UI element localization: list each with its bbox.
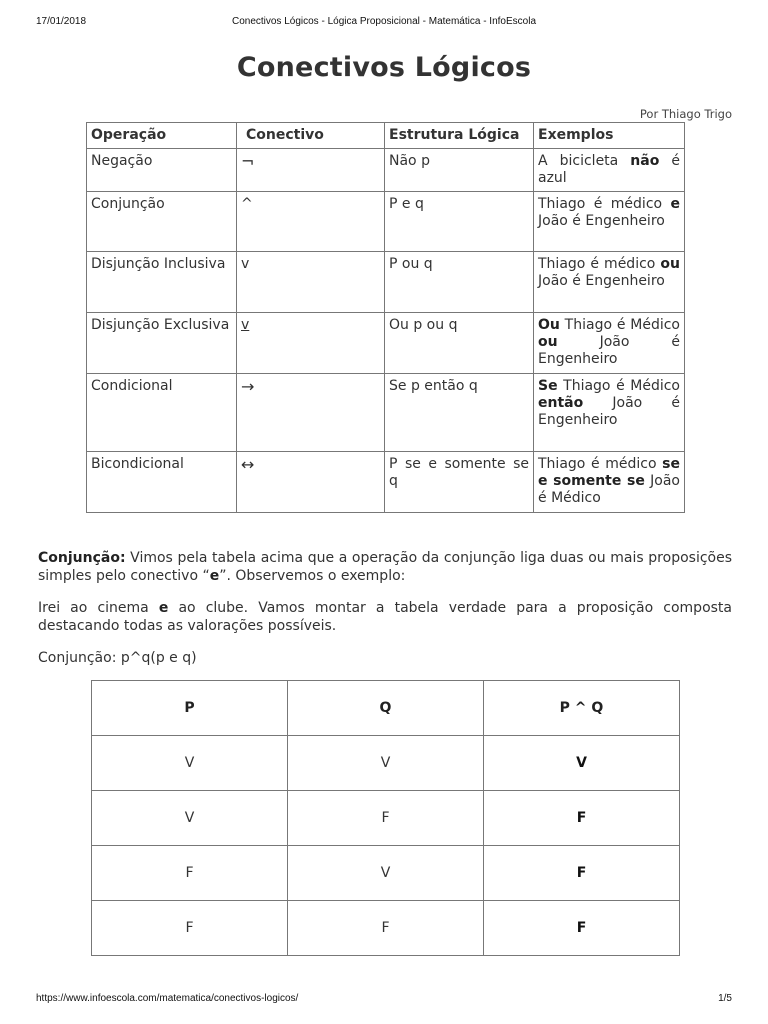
example-text: Thiago é médico <box>538 196 671 212</box>
author-line: Por Thiago Trigo <box>639 107 732 121</box>
structure-cell: P e q <box>385 192 534 252</box>
connective-cell <box>237 313 385 374</box>
example-text: João é Engenheiro <box>538 334 680 367</box>
print-header <box>36 16 732 30</box>
truth-cell-p: V <box>92 791 288 846</box>
example-cell <box>534 374 685 452</box>
example-keyword: ou <box>538 334 558 350</box>
double-arrow-icon: ↔ <box>241 455 255 474</box>
example-text-end: ao clube. Vamos montar a tabela verdade para a proposição composta destacando todas as valorações possíveis. <box>38 600 732 634</box>
example-text: Irei ao cinema <box>38 600 159 616</box>
operation-cell: Negação <box>87 149 237 192</box>
example-keyword: ou <box>660 256 680 272</box>
example-keyword: não <box>630 153 660 169</box>
truth-cell-result: V <box>484 736 680 791</box>
example-keyword: Ou <box>538 317 560 333</box>
example-cell <box>534 192 685 252</box>
truth-cell-result: F <box>484 791 680 846</box>
structure-cell: Se p então q <box>385 374 534 452</box>
example-keyword: se e somente se <box>538 456 680 489</box>
print-date: 17/01/2018 <box>36 16 87 27</box>
truth-cell-p: F <box>92 846 288 901</box>
table-row <box>87 192 685 252</box>
page-title: Conectivos Lógicos <box>236 52 532 83</box>
intro-text-end: ”. Observemos o exemplo: <box>219 568 406 584</box>
operation-cell: Disjunção Exclusiva <box>87 313 237 374</box>
truth-header-row <box>92 681 680 736</box>
conjunction-label: Conjunção: <box>38 550 126 566</box>
connective-e: e <box>209 568 220 584</box>
inclusive-or-symbol: v <box>241 256 250 272</box>
example-cell <box>534 149 685 192</box>
example-text: Thiago é médico <box>538 456 663 472</box>
example-cell <box>534 313 685 374</box>
conjunction-intro-paragraph <box>38 549 732 585</box>
truth-cell-q: V <box>288 736 484 791</box>
example-text: A bicicleta <box>538 153 631 169</box>
operation-cell: Conjunção <box>87 192 237 252</box>
connective-cell <box>237 374 385 452</box>
table-header-row <box>87 123 685 149</box>
connectives-table <box>86 122 685 513</box>
table-row <box>87 452 685 513</box>
col-header-examples: Exemplos <box>534 123 685 149</box>
example-text: Thiago é Médico <box>557 378 680 394</box>
example-cell <box>534 252 685 313</box>
truth-header-p: P <box>92 681 288 736</box>
conjunction-symbol: ^ <box>241 196 253 212</box>
truth-row <box>92 846 680 901</box>
table-row <box>87 374 685 452</box>
col-header-operation: Operação <box>87 123 237 149</box>
truth-cell-q: F <box>288 901 484 956</box>
table-row <box>87 149 685 192</box>
truth-cell-q: V <box>288 846 484 901</box>
table-row <box>87 252 685 313</box>
exclusive-or-symbol: v <box>241 317 250 333</box>
col-header-structure: Estrutura Lógica <box>385 123 534 149</box>
example-text: Thiago é Médico <box>559 317 680 333</box>
negation-symbol: ¬ <box>241 152 255 171</box>
intro-text: Vimos pela tabela acima que a operação da conjunção liga duas ou mais proposições simples pelo conectivo “ <box>38 550 732 584</box>
print-footer <box>36 993 732 1007</box>
truth-cell-result: F <box>484 846 680 901</box>
example-text: João é Engenheiro <box>538 213 665 229</box>
example-text: é azul <box>538 153 680 186</box>
example-text: Thiago é médico <box>538 256 661 272</box>
col-header-connective: Conectivo <box>237 123 385 149</box>
example-cell <box>534 452 685 513</box>
connective-cell <box>237 149 385 192</box>
truth-cell-p: V <box>92 736 288 791</box>
connective-cell <box>237 452 385 513</box>
operation-cell: Condicional <box>87 374 237 452</box>
truth-header-result: P ^ Q <box>484 681 680 736</box>
example-paragraph <box>38 599 732 635</box>
truth-row <box>92 791 680 846</box>
structure-cell: Ou p ou q <box>385 313 534 374</box>
truth-row <box>92 901 680 956</box>
page-number: 1/5 <box>718 993 732 1004</box>
arrow-right-icon: → <box>241 377 255 396</box>
print-doc-title: Conectivos Lógicos - Lógica Proposicional - Matemática - InfoEscola <box>231 16 537 27</box>
truth-cell-q: F <box>288 791 484 846</box>
structure-cell: P ou q <box>385 252 534 313</box>
connective-cell <box>237 192 385 252</box>
operation-cell: Disjunção Inclusiva <box>87 252 237 313</box>
example-text: João é Engenheiro <box>538 273 665 289</box>
structure-cell: P se e somente se q <box>385 452 534 513</box>
connective-cell <box>237 252 385 313</box>
example-text: João é Engenheiro <box>538 395 680 428</box>
truth-table <box>91 680 680 956</box>
truth-cell-result: F <box>484 901 680 956</box>
formula-line: Conjunção: p^q(p e q) <box>38 650 197 666</box>
truth-cell-p: F <box>92 901 288 956</box>
table-row <box>87 313 685 374</box>
example-keyword: e <box>670 196 680 212</box>
example-keyword: e <box>158 600 169 616</box>
example-keyword: então <box>538 395 584 411</box>
example-text: João é Médico <box>538 473 680 506</box>
page-url-link[interactable]: https://www.infoescola.com/matematica/conectivos-logicos/ <box>36 993 299 1004</box>
truth-header-q: Q <box>288 681 484 736</box>
truth-row <box>92 736 680 791</box>
example-keyword: Se <box>538 378 558 394</box>
structure-cell: Não p <box>385 149 534 192</box>
operation-cell: Bicondicional <box>87 452 237 513</box>
